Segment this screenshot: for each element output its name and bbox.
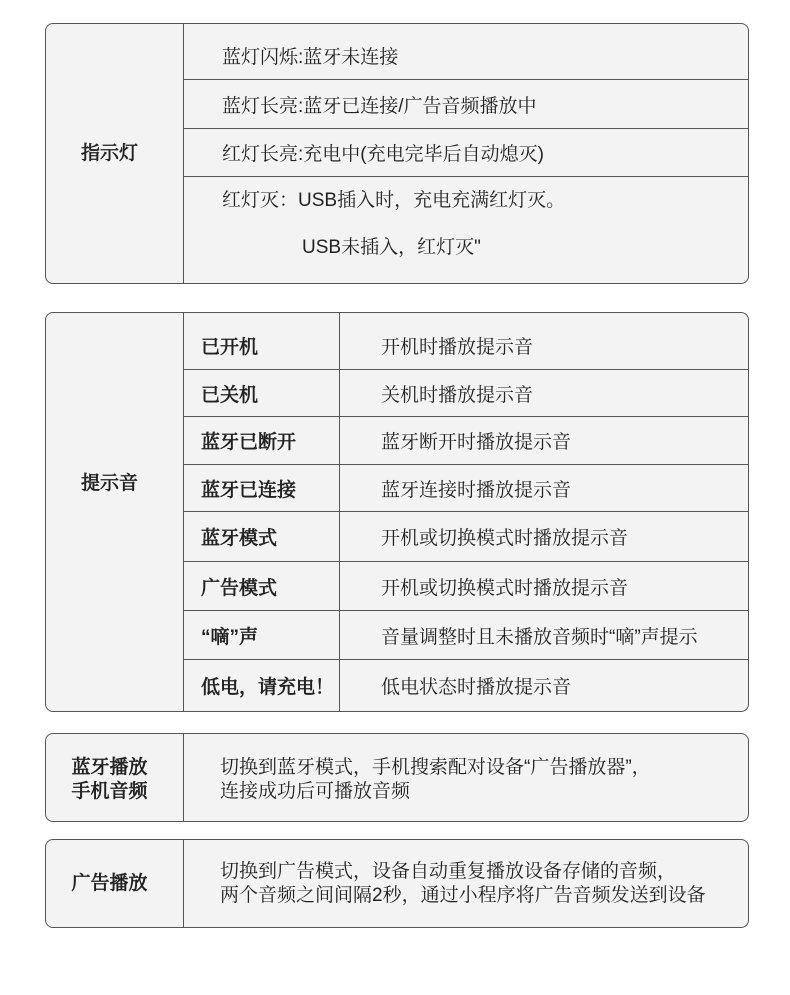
table-row: [184, 417, 748, 465]
table-row: [184, 465, 748, 512]
ad-playback-table: [45, 839, 749, 928]
indicator-row-red-off: [184, 177, 748, 283]
tone-description: 低电状态时播放提示音: [381, 677, 572, 698]
tone-event: 蓝牙已连接: [184, 465, 340, 511]
tone-event: 低电，请充电！: [184, 660, 340, 711]
ad-playback-line-1: 切换到广告模式，设备自动重复播放设备存储的音频，: [220, 860, 677, 882]
ad-playback-label: 广告播放: [46, 840, 184, 927]
red-off-line-2: USB未插入，红灯灭": [302, 237, 481, 258]
table-row: [184, 313, 748, 370]
prompt-tone-rows: [184, 313, 748, 711]
indicator-row-text: 红灯长亮:充电中(充电完毕后自动熄灭): [222, 144, 544, 165]
table-row: [184, 512, 748, 562]
red-off-line-1: 红灯灭：USB插入时，充电充满红灯灭。: [222, 190, 566, 211]
indicator-row-blue-steady: [184, 80, 748, 129]
tone-description: 关机时播放提示音: [381, 384, 534, 406]
ad-playback-line-2: 两个音频之间间隔2秒，通过小程序将广告音频发送到设备: [220, 884, 706, 906]
bluetooth-playback-line-1: 切换到蓝牙模式，手机搜索配对设备“广告播放器”，: [220, 757, 651, 778]
prompt-tone-table: [45, 312, 749, 712]
indicator-row-text: 蓝灯长亮:蓝牙已连接/广告音频播放中: [222, 95, 537, 117]
indicator-row-blue-blink: [184, 24, 748, 80]
bluetooth-playback-label: [46, 734, 184, 821]
tone-event: “嘀”声: [184, 611, 340, 659]
indicator-row-text: 蓝灯闪烁:蓝牙未连接: [222, 47, 399, 68]
tone-description: 开机时播放提示音: [381, 336, 534, 358]
tone-event: 已开机: [184, 313, 340, 369]
tone-description: 音量调整时且未播放音频时“嘀”声提示: [381, 626, 698, 648]
table-row: [184, 370, 748, 417]
table-row: [184, 611, 748, 660]
bluetooth-playback-line-2: 连接成功后可播放音频: [220, 781, 411, 802]
tone-description: 开机或切换模式时播放提示音: [381, 528, 629, 549]
tone-event: 蓝牙模式: [184, 512, 340, 561]
bluetooth-playback-description: [184, 734, 748, 821]
tone-description: 蓝牙断开时播放提示音: [381, 432, 572, 453]
ad-playback-description: [184, 840, 748, 927]
indicator-light-table: [45, 23, 749, 284]
tone-event: 广告模式: [184, 562, 340, 610]
table-row: [184, 562, 748, 611]
tone-description: 开机或切换模式时播放提示音: [381, 577, 629, 599]
bluetooth-playback-table: [45, 733, 749, 822]
tone-event: 蓝牙已断开: [184, 417, 340, 464]
table-row: [184, 660, 748, 711]
tone-event: 已关机: [184, 370, 340, 416]
prompt-tone-label: 提示音: [46, 313, 184, 711]
tone-description: 蓝牙连接时播放提示音: [381, 479, 572, 501]
indicator-light-rows: [184, 24, 748, 283]
indicator-light-label: 指示灯: [46, 24, 184, 283]
indicator-row-red-steady: [184, 129, 748, 177]
bluetooth-playback-label-line-1: 蓝牙播放: [71, 757, 148, 778]
bluetooth-playback-label-line-2: 手机音频: [71, 781, 148, 802]
